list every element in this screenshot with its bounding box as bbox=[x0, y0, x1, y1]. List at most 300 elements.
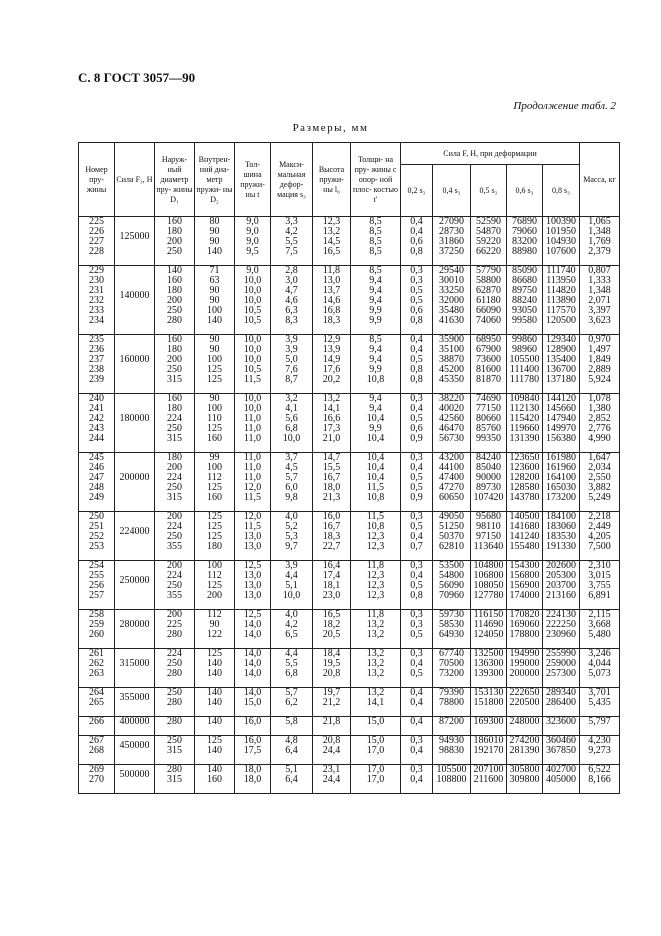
cell-value: 1,497 bbox=[588, 344, 611, 355]
cell-value: 2,449 bbox=[588, 521, 611, 532]
cell-value: 147940 bbox=[546, 413, 576, 424]
cell-mass bbox=[580, 610, 620, 649]
cell-value: 160 bbox=[167, 334, 182, 345]
cell-inner-diameter bbox=[195, 266, 235, 335]
cell-max-deformation bbox=[271, 512, 313, 561]
cell-value: 13,2 bbox=[322, 393, 341, 404]
cell-value: 0,8 bbox=[410, 315, 423, 326]
cell-value: 13,0 bbox=[243, 531, 262, 542]
cell-value: 113640 bbox=[473, 541, 504, 552]
cell-thickness bbox=[235, 561, 271, 610]
cell-value: 315 bbox=[167, 745, 182, 756]
cell-force-08 bbox=[543, 610, 580, 649]
cell-value: 90 bbox=[209, 285, 220, 296]
cell-value: 231 bbox=[89, 285, 104, 296]
cell-value: 57790 bbox=[476, 265, 501, 276]
cell-force-02 bbox=[401, 736, 433, 765]
cell-value: 13,0 bbox=[243, 570, 262, 581]
cell-value: 0,4 bbox=[410, 462, 423, 473]
cell-value: 220500 bbox=[509, 697, 540, 708]
cell-value: 100 bbox=[207, 354, 222, 365]
cell-height bbox=[313, 561, 351, 610]
cell-force-05 bbox=[471, 453, 507, 512]
cell-value: 93050 bbox=[512, 305, 537, 316]
cell-value: 0,5 bbox=[410, 668, 423, 679]
cell-value: 62810 bbox=[439, 541, 464, 552]
cell-value: 4,230 bbox=[588, 735, 611, 746]
cell-force-05 bbox=[471, 688, 507, 717]
cell-value: 160 bbox=[207, 433, 222, 444]
cell-mass bbox=[580, 217, 620, 266]
cell-height bbox=[313, 266, 351, 335]
cell-value: 22,7 bbox=[322, 541, 341, 552]
cell-value: 12,0 bbox=[243, 511, 262, 522]
cell-value: 10,8 bbox=[366, 521, 385, 532]
cell-value: 224 bbox=[167, 648, 182, 659]
cell-value: 141240 bbox=[509, 531, 540, 542]
cell-value: 2,550 bbox=[588, 472, 611, 483]
cell-thickness bbox=[235, 453, 271, 512]
cell-mass bbox=[580, 512, 620, 561]
cell-value: 113890 bbox=[546, 295, 576, 306]
cell-value: 4,7 bbox=[285, 285, 298, 296]
header-max-deformation: Макси- мальная дефор- мация s₃ bbox=[271, 143, 313, 217]
cell-value: 16,7 bbox=[322, 472, 341, 483]
cell-outer-diameter bbox=[155, 561, 195, 610]
cell-force-06 bbox=[507, 688, 543, 717]
cell-support-thickness bbox=[351, 717, 401, 736]
cell-value: 0,3 bbox=[410, 265, 423, 276]
cell-value: 18,0 bbox=[322, 482, 341, 493]
cell-value: 0,9 bbox=[410, 433, 423, 444]
cell-value: 104800 bbox=[473, 560, 504, 571]
cell-value: 254 bbox=[89, 560, 104, 571]
cell-value: 116150 bbox=[473, 609, 504, 620]
cell-value: 44100 bbox=[439, 462, 464, 473]
cell-value: 5,435 bbox=[588, 697, 611, 708]
cell-outer-diameter bbox=[155, 717, 195, 736]
cell-force-04 bbox=[433, 688, 471, 717]
cell-value: 122 bbox=[207, 629, 222, 640]
cell-value: 269 bbox=[89, 764, 104, 775]
table-caption: Размеры, мм bbox=[292, 122, 369, 134]
cell-value: 9,273 bbox=[588, 745, 611, 756]
cell-thickness bbox=[235, 717, 271, 736]
cell-value: 230 bbox=[89, 275, 104, 286]
cell-value: 402700 bbox=[546, 764, 576, 775]
cell-value: 194990 bbox=[509, 648, 540, 659]
cell-height bbox=[313, 765, 351, 794]
cell-inner-diameter bbox=[195, 765, 235, 794]
cell-value: 315 bbox=[167, 774, 182, 785]
spring-group bbox=[79, 736, 620, 765]
cell-value: 10,8 bbox=[366, 374, 385, 385]
cell-force-04 bbox=[433, 736, 471, 765]
cell-value: 5,7 bbox=[285, 472, 298, 483]
cell-force-05 bbox=[471, 736, 507, 765]
cell-value: 180 bbox=[167, 344, 182, 355]
cell-value: 5,1 bbox=[285, 580, 298, 591]
cell-inner-diameter bbox=[195, 217, 235, 266]
cell-value: 2,115 bbox=[588, 609, 611, 620]
cell-value: 211600 bbox=[473, 774, 504, 785]
cell-value: 160 bbox=[167, 393, 182, 404]
cell-number bbox=[79, 453, 115, 512]
cell-value: 23,1 bbox=[322, 764, 341, 775]
cell-value: 5,7 bbox=[285, 687, 298, 698]
cell-value: 144120 bbox=[546, 393, 576, 404]
cell-force-08 bbox=[543, 688, 580, 717]
cell-value: 5,924 bbox=[588, 374, 611, 385]
cell-height bbox=[313, 453, 351, 512]
cell-value: 1,380 bbox=[588, 403, 611, 414]
cell-value: 21,0 bbox=[322, 433, 341, 444]
cell-value: 9,4 bbox=[369, 403, 382, 414]
cell-value: 0,8 bbox=[410, 246, 423, 257]
cell-force-05 bbox=[471, 266, 507, 335]
cell-value: 186010 bbox=[473, 735, 504, 746]
cell-value: 3,668 bbox=[588, 619, 611, 630]
table-row bbox=[79, 266, 620, 335]
cell-value: 250 bbox=[167, 658, 182, 669]
cell-max-deformation bbox=[271, 765, 313, 794]
cell-value: 74690 bbox=[476, 393, 501, 404]
table-continuation-note: Продолжение табл. 2 bbox=[513, 100, 616, 112]
cell-value: 0,4 bbox=[410, 344, 423, 355]
cell-value: 99 bbox=[209, 452, 220, 463]
cell-force-08 bbox=[543, 217, 580, 266]
header-deform-06: 0,6 s₃ bbox=[507, 165, 543, 217]
cell-value: 10,5 bbox=[243, 315, 262, 326]
cell-value: 59730 bbox=[439, 609, 464, 620]
table-row bbox=[79, 765, 620, 794]
cell-max-deformation bbox=[271, 717, 313, 736]
cell-value: 248000 bbox=[509, 716, 540, 727]
cell-value: 248 bbox=[89, 482, 104, 493]
cell-mass bbox=[580, 736, 620, 765]
cell-value: 13,2 bbox=[366, 629, 385, 640]
cell-value: 38870 bbox=[439, 354, 464, 365]
cell-value: 200 bbox=[167, 560, 182, 571]
cell-value: 10,0 bbox=[243, 295, 262, 306]
cell-height bbox=[313, 217, 351, 266]
cell-value: 229 bbox=[89, 265, 104, 276]
cell-value: 13,0 bbox=[322, 275, 341, 286]
cell-value: 125 bbox=[207, 735, 222, 746]
cell-value: 10,0 bbox=[243, 275, 262, 286]
cell-value: 143780 bbox=[509, 492, 540, 503]
cell-mass bbox=[580, 649, 620, 688]
cell-force-05 bbox=[471, 610, 507, 649]
cell-value: 52590 bbox=[476, 216, 501, 227]
cell-inner-diameter bbox=[195, 736, 235, 765]
cell-value: 114690 bbox=[473, 619, 504, 630]
cell-value: 0,7 bbox=[410, 541, 423, 552]
cell-value: 1,348 bbox=[588, 285, 611, 296]
header-mass: Масса, кг bbox=[580, 143, 620, 217]
cell-force-06 bbox=[507, 765, 543, 794]
cell-support-thickness bbox=[351, 561, 401, 610]
cell-value: 1,078 bbox=[588, 393, 611, 404]
cell-value: 68950 bbox=[476, 334, 501, 345]
cell-value: 224130 bbox=[546, 609, 576, 620]
cell-force-06 bbox=[507, 649, 543, 688]
table-row bbox=[79, 394, 620, 453]
cell-force-02 bbox=[401, 217, 433, 266]
cell-value: 4,044 bbox=[588, 658, 611, 669]
cell-value: 230960 bbox=[546, 629, 576, 640]
cell-value: 0,6 bbox=[410, 423, 423, 434]
cell-value: 140 bbox=[207, 745, 222, 756]
cell-thickness bbox=[235, 688, 271, 717]
cell-support-thickness bbox=[351, 688, 401, 717]
cell-value: 236 bbox=[89, 344, 104, 355]
cell-value: 7,500 bbox=[588, 541, 611, 552]
cell-value: 259 bbox=[89, 619, 104, 630]
cell-value: 0,4 bbox=[410, 745, 423, 756]
cell-outer-diameter bbox=[155, 736, 195, 765]
cell-support-thickness bbox=[351, 453, 401, 512]
cell-value: 241 bbox=[89, 403, 104, 414]
cell-force: 400000 bbox=[115, 717, 155, 736]
cell-number bbox=[79, 610, 115, 649]
cell-value: 191330 bbox=[546, 541, 576, 552]
cell-value: 23,0 bbox=[322, 590, 341, 601]
cell-value: 13,0 bbox=[243, 590, 262, 601]
cell-value: 100 bbox=[207, 560, 222, 571]
cell-value: 11,5 bbox=[243, 492, 262, 503]
cell-value: 154300 bbox=[509, 560, 540, 571]
cell-value: 315 bbox=[167, 433, 182, 444]
cell-value: 56730 bbox=[439, 433, 464, 444]
cell-value: 10,4 bbox=[366, 413, 385, 424]
cell-value: 13,0 bbox=[243, 541, 262, 552]
cell-value: 250 bbox=[167, 687, 182, 698]
cell-value: 12,5 bbox=[243, 560, 262, 571]
spring-group bbox=[79, 610, 620, 649]
cell-force-02 bbox=[401, 717, 433, 736]
cell-value: 238 bbox=[89, 364, 104, 375]
cell-number bbox=[79, 765, 115, 794]
cell-force: 450000 bbox=[115, 736, 155, 765]
cell-value: 256 bbox=[89, 580, 104, 591]
cell-value: 3,0 bbox=[285, 275, 298, 286]
cell-value: 127780 bbox=[473, 590, 504, 601]
cell-value: 90 bbox=[209, 236, 220, 247]
cell-value: 29540 bbox=[439, 265, 464, 276]
cell-support-thickness bbox=[351, 266, 401, 335]
cell-value: 51250 bbox=[439, 521, 464, 532]
header-height: Высота пружи- ны l₀ bbox=[313, 143, 351, 217]
cell-value: 14,0 bbox=[243, 658, 262, 669]
cell-force-04 bbox=[433, 335, 471, 394]
cell-value: 0,3 bbox=[410, 275, 423, 286]
cell-value: 11,5 bbox=[243, 374, 262, 385]
cell-value: 28730 bbox=[439, 226, 464, 237]
spring-group bbox=[79, 453, 620, 512]
cell-force-02 bbox=[401, 561, 433, 610]
cell-value: 54800 bbox=[439, 570, 464, 581]
cell-value: 232 bbox=[89, 295, 104, 306]
cell-value: 71 bbox=[209, 265, 220, 276]
cell-value: 73600 bbox=[476, 354, 501, 365]
cell-force: 250000 bbox=[115, 561, 155, 610]
cell-value: 10,4 bbox=[366, 462, 385, 473]
cell-value: 228 bbox=[89, 246, 104, 257]
cell-mass bbox=[580, 688, 620, 717]
cell-value: 10,5 bbox=[243, 305, 262, 316]
header-thickness: Тол- шина пружи- ны t bbox=[235, 143, 271, 217]
cell-value: 205300 bbox=[546, 570, 576, 581]
cell-value: 113950 bbox=[546, 275, 576, 286]
cell-value: 15,5 bbox=[322, 462, 341, 473]
cell-support-thickness bbox=[351, 217, 401, 266]
cell-value: 8,3 bbox=[285, 315, 298, 326]
cell-value: 237 bbox=[89, 354, 104, 365]
cell-value: 80660 bbox=[476, 413, 501, 424]
cell-value: 156380 bbox=[546, 433, 576, 444]
cell-value: 13,2 bbox=[366, 648, 385, 659]
cell-value: 0,4 bbox=[410, 697, 423, 708]
cell-value: 5,8 bbox=[285, 716, 298, 727]
cell-inner-diameter bbox=[195, 453, 235, 512]
cell-value: 0,3 bbox=[410, 393, 423, 404]
cell-support-thickness bbox=[351, 335, 401, 394]
cell-value: 11,0 bbox=[243, 462, 262, 473]
cell-force: 500000 bbox=[115, 765, 155, 794]
cell-value: 108050 bbox=[473, 580, 504, 591]
cell-value: 264 bbox=[89, 687, 104, 698]
cell-value: 0,4 bbox=[410, 403, 423, 414]
cell-value: 107420 bbox=[473, 492, 504, 503]
cell-force: 125000 bbox=[115, 217, 155, 266]
cell-value: 140 bbox=[167, 265, 182, 276]
cell-value: 234 bbox=[89, 315, 104, 326]
cell-force-05 bbox=[471, 561, 507, 610]
cell-value: 0,8 bbox=[410, 364, 423, 375]
cell-force-02 bbox=[401, 610, 433, 649]
cell-value: 90 bbox=[209, 295, 220, 306]
cell-value: 267 bbox=[89, 735, 104, 746]
cell-max-deformation bbox=[271, 610, 313, 649]
cell-value: 160 bbox=[207, 492, 222, 503]
cell-value: 259000 bbox=[546, 658, 576, 669]
cell-force: 180000 bbox=[115, 394, 155, 453]
cell-force-02 bbox=[401, 512, 433, 561]
cell-value: 88240 bbox=[512, 295, 537, 306]
cell-value: 125 bbox=[207, 423, 222, 434]
cell-force-06 bbox=[507, 561, 543, 610]
cell-force-08 bbox=[543, 649, 580, 688]
spring-group bbox=[79, 649, 620, 688]
cell-value: 0,3 bbox=[410, 452, 423, 463]
cell-value: 0,5 bbox=[410, 285, 423, 296]
cell-value: 145660 bbox=[546, 403, 576, 414]
cell-value: 33250 bbox=[439, 285, 464, 296]
cell-inner-diameter bbox=[195, 688, 235, 717]
cell-value: 250 bbox=[167, 423, 182, 434]
cell-force-02 bbox=[401, 688, 433, 717]
cell-force: 200000 bbox=[115, 453, 155, 512]
cell-value: 192170 bbox=[473, 745, 504, 756]
cell-value: 200 bbox=[167, 236, 182, 247]
cell-value: 280 bbox=[167, 315, 182, 326]
cell-value: 178800 bbox=[509, 629, 540, 640]
spring-group bbox=[79, 688, 620, 717]
cell-value: 70960 bbox=[439, 590, 464, 601]
cell-value: 46470 bbox=[439, 423, 464, 434]
cell-mass bbox=[580, 765, 620, 794]
cell-value: 60650 bbox=[439, 492, 464, 503]
cell-outer-diameter bbox=[155, 266, 195, 335]
cell-value: 2,852 bbox=[588, 413, 611, 424]
cell-value: 90000 bbox=[476, 472, 501, 483]
cell-value: 137180 bbox=[546, 374, 576, 385]
cell-value: 100 bbox=[207, 462, 222, 473]
cell-value: 98830 bbox=[439, 745, 464, 756]
cell-value: 90 bbox=[209, 393, 220, 404]
cell-value: 124050 bbox=[473, 629, 504, 640]
cell-value: 280 bbox=[167, 668, 182, 679]
cell-force-02 bbox=[401, 649, 433, 688]
cell-value: 140 bbox=[207, 668, 222, 679]
header-force-group: Сила F, Н, при деформации bbox=[401, 143, 580, 165]
cell-mass bbox=[580, 561, 620, 610]
cell-value: 99580 bbox=[512, 315, 537, 326]
cell-value: 367850 bbox=[546, 745, 576, 756]
cell-value: 125 bbox=[207, 374, 222, 385]
cell-value: 9,5 bbox=[246, 246, 259, 257]
cell-value: 4,6 bbox=[285, 295, 298, 306]
cell-force-02 bbox=[401, 335, 433, 394]
cell-value: 16,5 bbox=[322, 246, 341, 257]
cell-value: 1,348 bbox=[588, 226, 611, 237]
cell-value: 112130 bbox=[509, 403, 540, 414]
table-row bbox=[79, 736, 620, 765]
cell-value: 107600 bbox=[546, 246, 576, 257]
cell-value: 97150 bbox=[476, 531, 501, 542]
cell-value: 183530 bbox=[546, 531, 576, 542]
cell-value: 2,034 bbox=[588, 462, 611, 473]
cell-value: 136700 bbox=[546, 364, 576, 375]
header-number: Номер пру- жины bbox=[79, 143, 115, 217]
cell-value: 160 bbox=[167, 275, 182, 286]
cell-value: 200 bbox=[167, 295, 182, 306]
cell-value: 5,480 bbox=[588, 629, 611, 640]
cell-height bbox=[313, 394, 351, 453]
cell-value: 89730 bbox=[476, 482, 501, 493]
header-support-thickness: Толщи- на пру- жины с опор- ной плос- костью t′ bbox=[351, 143, 401, 217]
cell-support-thickness bbox=[351, 610, 401, 649]
cell-value: 125 bbox=[207, 511, 222, 522]
cell-value: 3,623 bbox=[588, 315, 611, 326]
cell-max-deformation bbox=[271, 688, 313, 717]
cell-value: 6,4 bbox=[285, 745, 298, 756]
cell-height bbox=[313, 335, 351, 394]
cell-value: 0,3 bbox=[410, 764, 423, 775]
cell-value: 24,4 bbox=[322, 745, 341, 756]
cell-value: 255 bbox=[89, 570, 104, 581]
cell-value: 128900 bbox=[546, 344, 576, 355]
cell-force-06 bbox=[507, 453, 543, 512]
cell-value: 140 bbox=[207, 687, 222, 698]
cell-value: 0,6 bbox=[410, 236, 423, 247]
cell-thickness bbox=[235, 394, 271, 453]
spring-group bbox=[79, 217, 620, 266]
header-deform-02: 0,2 s₃ bbox=[401, 165, 433, 217]
cell-value: 0,807 bbox=[588, 265, 611, 276]
cell-number bbox=[79, 688, 115, 717]
